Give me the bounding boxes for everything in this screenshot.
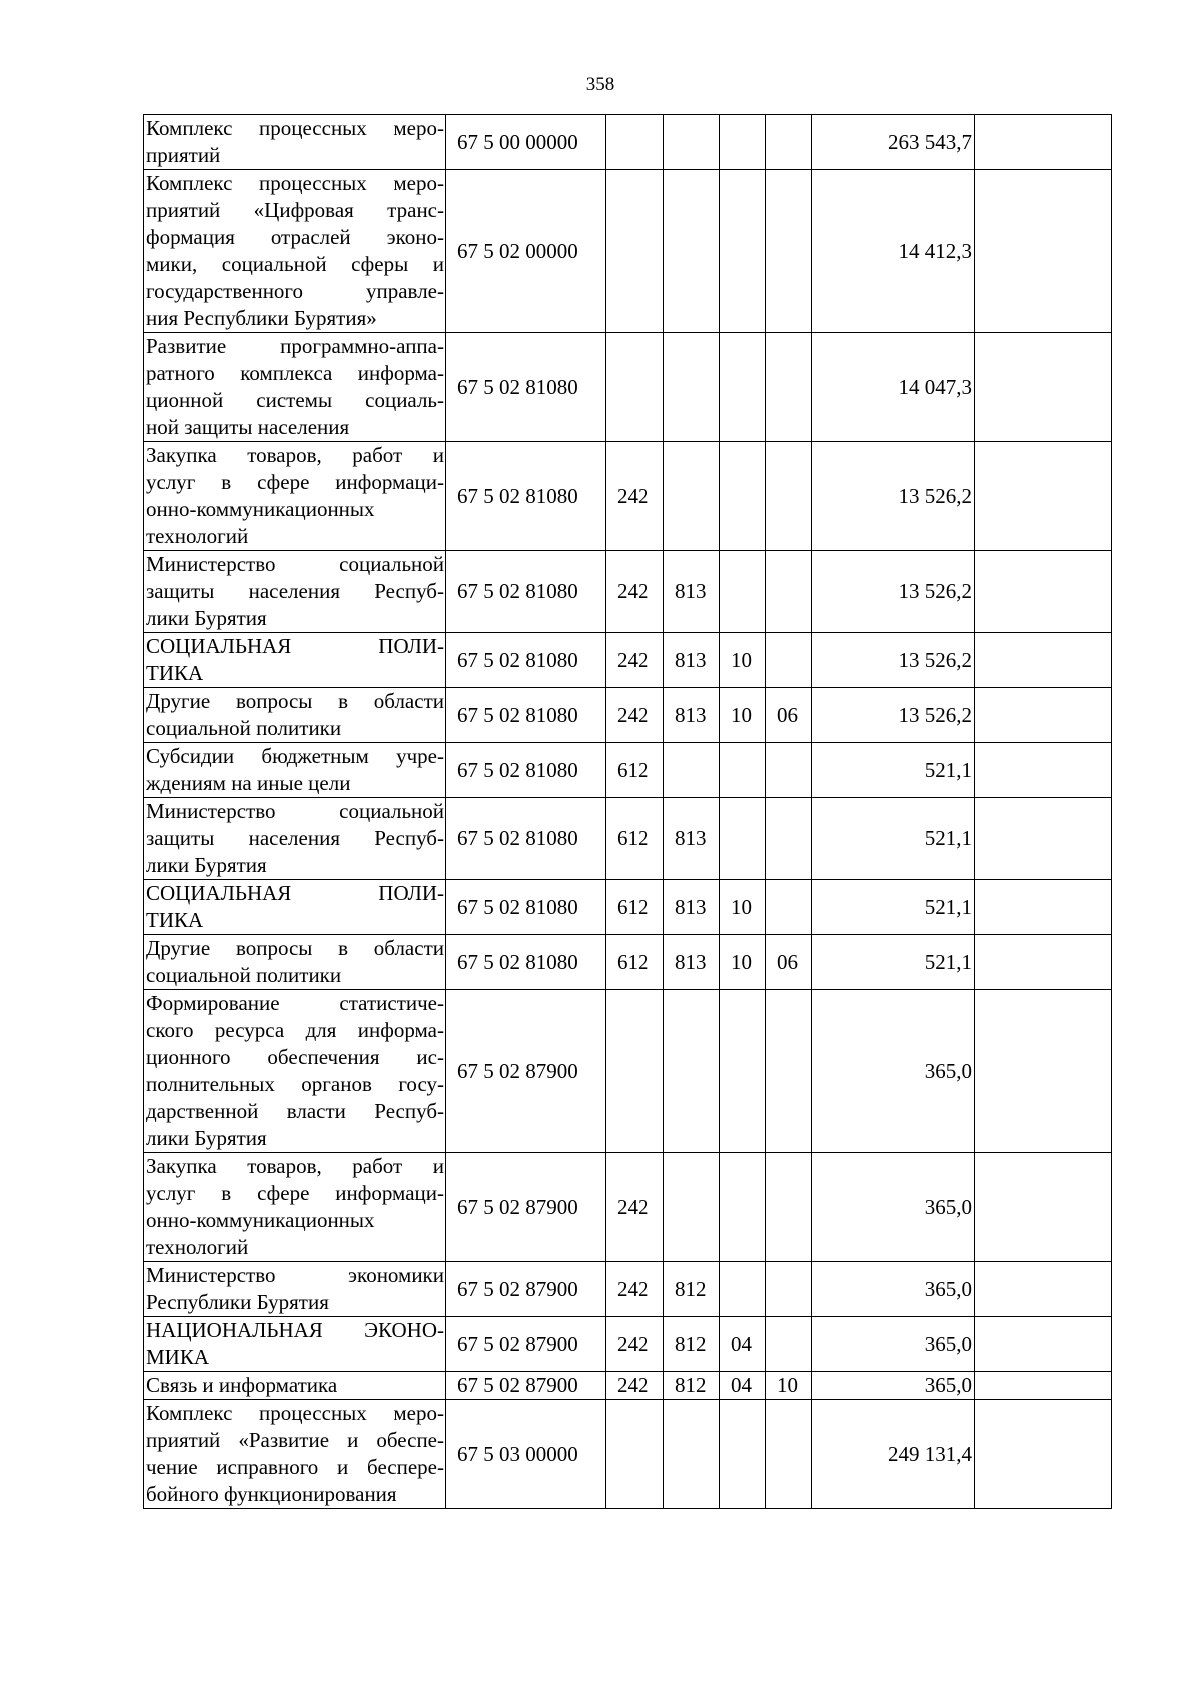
cell-expense-type: 242 [606,633,664,688]
cell-expense-type [606,115,664,170]
cell-subsection [766,551,812,633]
item-name-line: Республики Бурятия [146,1290,329,1314]
cell-expense-type: 612 [606,798,664,880]
table-row [144,170,1112,333]
item-name-line: технологий [146,1235,249,1259]
item-name-line: технологий [146,524,249,548]
cell-section: 10 [720,688,766,743]
item-name-line: ционной системы социаль- [146,388,444,412]
cell-expense-type: 612 [606,743,664,798]
item-name-line: мики, социальной сферы и [146,252,444,276]
cell-item-name [144,551,446,633]
cell-expense-type: 242 [606,688,664,743]
cell-item-name [144,1372,446,1400]
item-name-line: Комплекс процессных меро- [146,116,444,140]
item-name-line: ТИКА [146,908,204,932]
budget-table [143,114,1112,1509]
cell-extra [975,551,1112,633]
item-name-line: услуг в сфере информаци- [146,470,444,494]
cell-section: 10 [720,935,766,990]
cell-section [720,115,766,170]
table-row [144,743,1112,798]
cell-item-name [144,743,446,798]
item-name-line: Закупка товаров, работ и [146,443,444,467]
cell-section: 04 [720,1372,766,1400]
cell-ministry-code [664,333,720,442]
item-name-line: ждениям на иные цели [146,771,351,795]
cell-amount: 365,0 [812,1372,975,1400]
cell-target-code: 67 5 02 81080 [446,743,606,798]
cell-expense-type: 242 [606,1262,664,1317]
cell-ministry-code: 812 [664,1372,720,1400]
item-name-line: социальной политики [146,716,342,740]
cell-target-code: 67 5 02 00000 [446,170,606,333]
cell-section: 10 [720,880,766,935]
cell-target-code: 67 5 02 81080 [446,442,606,551]
cell-section [720,442,766,551]
cell-amount: 13 526,2 [812,551,975,633]
cell-amount: 521,1 [812,935,975,990]
cell-subsection [766,1262,812,1317]
item-name-line: МИКА [146,1345,210,1369]
cell-amount: 521,1 [812,880,975,935]
item-name-line: Субсидии бюджетным учре- [146,744,444,768]
cell-subsection [766,1400,812,1509]
cell-item-name [144,115,446,170]
cell-section [720,1400,766,1509]
item-name-line: Другие вопросы в области [146,689,444,713]
cell-item-name [144,880,446,935]
cell-extra [975,1153,1112,1262]
cell-extra [975,880,1112,935]
table-body [144,115,1112,1509]
cell-subsection: 10 [766,1372,812,1400]
cell-item-name [144,688,446,743]
cell-target-code: 67 5 02 87900 [446,1317,606,1372]
item-name-line: Формирование статистиче- [146,991,444,1015]
cell-extra [975,1317,1112,1372]
cell-expense-type: 242 [606,1153,664,1262]
cell-ministry-code [664,442,720,551]
cell-target-code: 67 5 02 81080 [446,688,606,743]
item-name-line: ционного обеспечения ис- [146,1045,444,1069]
item-name-line: Министерство экономики [146,1263,444,1287]
item-name-line: защиты населения Респуб- [146,826,444,850]
cell-ministry-code: 812 [664,1262,720,1317]
cell-target-code: 67 5 02 81080 [446,551,606,633]
cell-subsection [766,333,812,442]
item-name-line: СОЦИАЛЬНАЯ ПОЛИ- [146,881,444,905]
cell-expense-type: 612 [606,880,664,935]
cell-subsection [766,115,812,170]
cell-section [720,743,766,798]
cell-ministry-code [664,1400,720,1509]
item-name-line: защиты населения Респуб- [146,579,444,603]
cell-section [720,1262,766,1317]
cell-section [720,551,766,633]
cell-extra [975,115,1112,170]
cell-section: 04 [720,1317,766,1372]
table-row [144,1372,1112,1400]
cell-amount: 249 131,4 [812,1400,975,1509]
cell-amount: 365,0 [812,1262,975,1317]
cell-subsection: 06 [766,935,812,990]
cell-amount: 14 412,3 [812,170,975,333]
cell-ministry-code: 813 [664,551,720,633]
table-row [144,688,1112,743]
item-name-line: ния Республики Бурятия» [146,306,377,330]
table-row [144,551,1112,633]
table-row [144,880,1112,935]
cell-item-name [144,170,446,333]
cell-expense-type: 242 [606,442,664,551]
cell-target-code: 67 5 03 00000 [446,1400,606,1509]
cell-expense-type [606,170,664,333]
cell-ministry-code [664,990,720,1153]
cell-extra [975,743,1112,798]
cell-target-code: 67 5 02 81080 [446,880,606,935]
item-name-line: услуг в сфере информаци- [146,1181,444,1205]
cell-subsection [766,170,812,333]
cell-ministry-code [664,170,720,333]
cell-ministry-code: 813 [664,935,720,990]
cell-extra [975,170,1112,333]
cell-item-name [144,333,446,442]
item-name-line: онно-коммуникационных [146,497,375,521]
cell-ministry-code: 813 [664,798,720,880]
cell-subsection [766,1153,812,1262]
cell-ministry-code [664,115,720,170]
item-name-line: Связь и информатика [146,1373,338,1397]
cell-expense-type: 612 [606,935,664,990]
item-name-line: социальной политики [146,963,342,987]
cell-section [720,990,766,1153]
item-name-line: Другие вопросы в области [146,936,444,960]
item-name-line: приятий «Цифровая транс- [146,198,444,222]
cell-subsection: 06 [766,688,812,743]
item-name-line: Развитие программно-аппа- [146,334,444,358]
cell-section [720,1153,766,1262]
item-name-line: лики Бурятия [146,1126,267,1150]
cell-expense-type [606,990,664,1153]
cell-extra [975,1372,1112,1400]
cell-subsection [766,1317,812,1372]
cell-amount: 521,1 [812,743,975,798]
item-name-line: Закупка товаров, работ и [146,1154,444,1178]
cell-amount: 263 543,7 [812,115,975,170]
cell-extra [975,688,1112,743]
cell-subsection [766,633,812,688]
item-name-line: ского ресурса для информа- [146,1018,444,1042]
cell-ministry-code [664,743,720,798]
cell-item-name [144,990,446,1153]
cell-amount: 13 526,2 [812,688,975,743]
cell-item-name [144,1153,446,1262]
table-row [144,633,1112,688]
item-name-line: онно-коммуникационных [146,1208,375,1232]
cell-item-name [144,442,446,551]
cell-item-name [144,633,446,688]
cell-amount: 14 047,3 [812,333,975,442]
cell-subsection [766,880,812,935]
cell-expense-type: 242 [606,1317,664,1372]
item-name-line: ТИКА [146,661,204,685]
table-row [144,935,1112,990]
cell-extra [975,442,1112,551]
cell-subsection [766,798,812,880]
cell-item-name [144,1262,446,1317]
item-name-line: чение исправного и беспере- [146,1455,444,1479]
cell-extra [975,1262,1112,1317]
item-name-line: лики Бурятия [146,606,267,630]
cell-amount: 13 526,2 [812,633,975,688]
table-row [144,1400,1112,1509]
cell-extra [975,333,1112,442]
cell-expense-type [606,1400,664,1509]
item-name-line: приятий «Развитие и обеспе- [146,1428,444,1452]
cell-target-code: 67 5 02 81080 [446,798,606,880]
item-name-line: Министерство социальной [146,552,444,576]
item-name-line: формация отраслей эконо- [146,225,444,249]
cell-section: 10 [720,633,766,688]
cell-subsection [766,990,812,1153]
item-name-line: НАЦИОНАЛЬНАЯ ЭКОНО- [146,1318,444,1342]
cell-subsection [766,442,812,551]
cell-item-name [144,1400,446,1509]
cell-ministry-code: 813 [664,633,720,688]
cell-extra [975,990,1112,1153]
item-name-line: СОЦИАЛЬНАЯ ПОЛИ- [146,634,444,658]
cell-target-code: 67 5 02 81080 [446,935,606,990]
item-name-line: Министерство социальной [146,799,444,823]
cell-amount: 365,0 [812,1153,975,1262]
cell-amount: 521,1 [812,798,975,880]
cell-amount: 13 526,2 [812,442,975,551]
page-number: 358 [585,74,615,95]
cell-target-code: 67 5 00 00000 [446,115,606,170]
table-row [144,442,1112,551]
cell-amount: 365,0 [812,1317,975,1372]
cell-target-code: 67 5 02 87900 [446,1372,606,1400]
cell-item-name [144,935,446,990]
item-name-line: лики Бурятия [146,853,267,877]
item-name-line: полнительных органов госу- [146,1072,444,1096]
cell-section [720,798,766,880]
table-row [144,115,1112,170]
cell-extra [975,1400,1112,1509]
table-row [144,333,1112,442]
table-row [144,798,1112,880]
item-name-line: Комплекс процессных меро- [146,171,444,195]
cell-amount: 365,0 [812,990,975,1153]
item-name-line: приятий [146,143,221,167]
cell-ministry-code: 813 [664,880,720,935]
cell-section [720,333,766,442]
cell-ministry-code: 813 [664,688,720,743]
cell-extra [975,798,1112,880]
item-name-line: ной защиты населения [146,415,350,439]
cell-section [720,170,766,333]
item-name-line: дарственной власти Респуб- [146,1099,444,1123]
cell-ministry-code [664,1153,720,1262]
cell-extra [975,633,1112,688]
cell-item-name [144,1317,446,1372]
table-row [144,1262,1112,1317]
cell-target-code: 67 5 02 87900 [446,1153,606,1262]
cell-expense-type [606,333,664,442]
cell-item-name [144,798,446,880]
cell-expense-type: 242 [606,1372,664,1400]
cell-target-code: 67 5 02 87900 [446,1262,606,1317]
item-name-line: ратного комплекса информа- [146,361,444,385]
cell-ministry-code: 812 [664,1317,720,1372]
item-name-line: Комплекс процессных меро- [146,1401,444,1425]
table-row [144,1153,1112,1262]
cell-target-code: 67 5 02 81080 [446,333,606,442]
table-row [144,1317,1112,1372]
cell-expense-type: 242 [606,551,664,633]
item-name-line: государственного управле- [146,279,444,303]
table-row [144,990,1112,1153]
cell-target-code: 67 5 02 87900 [446,990,606,1153]
cell-target-code: 67 5 02 81080 [446,633,606,688]
cell-extra [975,935,1112,990]
cell-subsection [766,743,812,798]
item-name-line: бойного функционирования [146,1482,397,1506]
